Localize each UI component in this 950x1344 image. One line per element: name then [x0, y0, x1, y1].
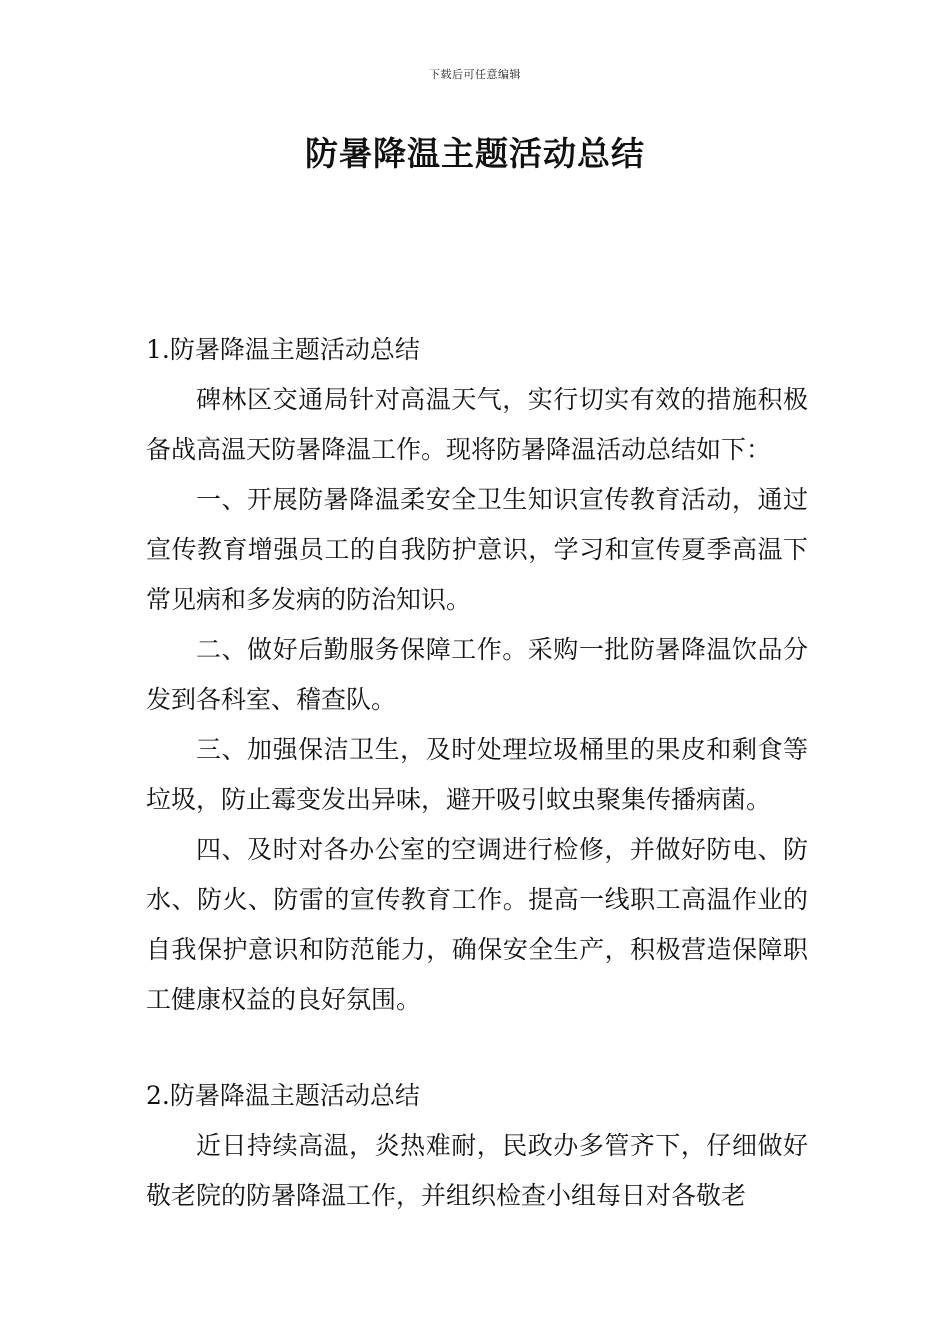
paragraph: 三、加强保洁卫生，及时处理垃圾桶里的果皮和剩食等垃圾，防止霉变发出异味，避开吸引蚊虫聚集传播病菌。: [146, 735, 808, 814]
header-note: 下载后可任意编辑: [429, 68, 521, 81]
section-heading: 1.防暑降温主题活动总结: [146, 335, 420, 364]
section-heading: 2.防暑降温主题活动总结: [146, 1081, 420, 1110]
paragraph: 二、做好后勤服务保障工作。采购一批防暑降温饮品分发到各科室、稽查队。: [146, 635, 808, 714]
paragraph: 碑林区交通局针对高温天气，实行切实有效的措施积极备战高温天防暑降温工作。现将防暑降温活动总结如下：: [146, 385, 808, 464]
document-title: 防暑降温主题活动总结: [305, 134, 645, 173]
paragraph: 近日持续高温，炎热难耐，民政办多管齐下，仔细做好敬老院的防暑降温工作，并组织检查小组每日对各敬老: [146, 1131, 808, 1210]
section-1: [146, 325, 808, 1025]
paragraph: 四、及时对各办公室的空调进行检修，并做好防电、防水、防火、防雷的宣传教育工作。提高一线职工高温作业的自我保护意识和防范能力，确保安全生产，积极营造保障职工健康权益的良好氛围。: [146, 835, 808, 1014]
paragraph: 一、开展防暑降温柔安全卫生知识宣传教育活动，通过宣传教育增强员工的自我防护意识，学习和宣传夏季高温下常见病和多发病的防治知识。: [146, 485, 808, 614]
section-2: [146, 1071, 808, 1221]
